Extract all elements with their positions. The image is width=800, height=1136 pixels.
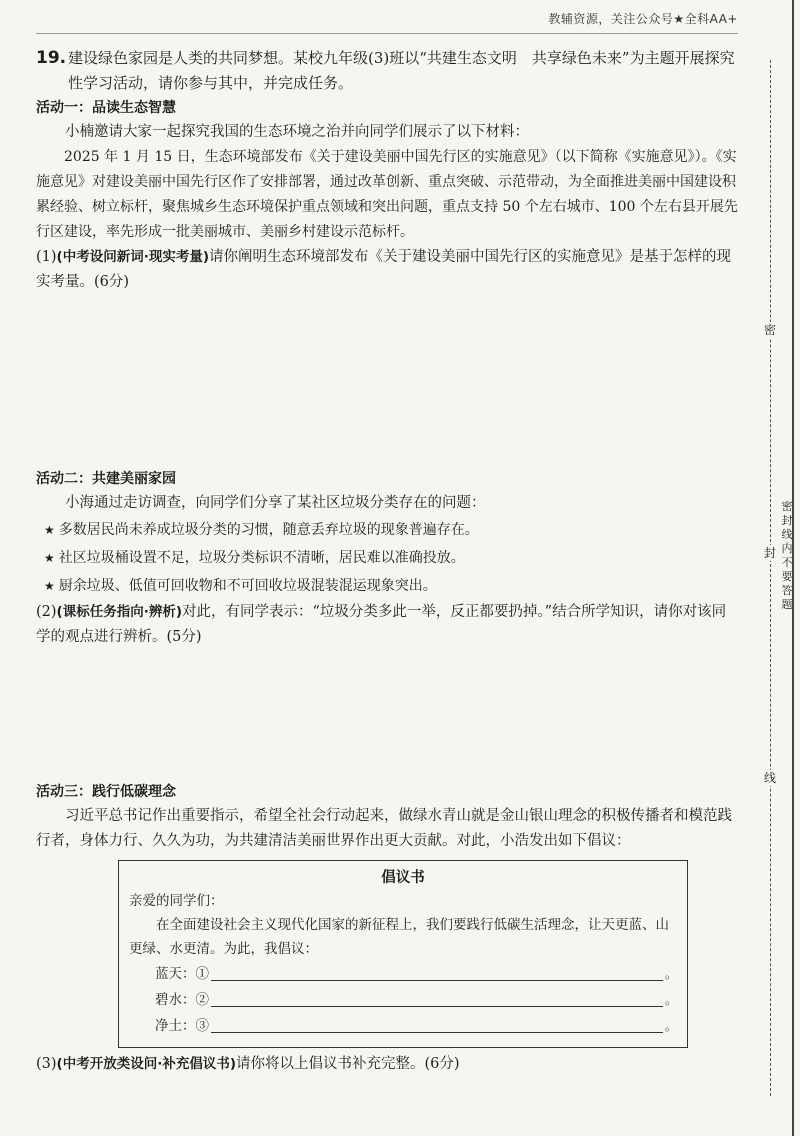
- sub-question-1-text: 请你阐明生态环境部发布《关于建设美丽中国先行区的实施意见》是基于怎样的现实考量。(6分): [36, 249, 732, 290]
- proposal-row-clear-water: [129, 987, 677, 1013]
- page-edge-bar: [792, 0, 794, 1136]
- proposal-title: 倡议书: [381, 870, 425, 886]
- activity-two-lead: 小海通过走访调查，向同学们分享了某社区垃圾分类存在的问题：: [65, 495, 486, 511]
- sub-question-3-text: 请你将以上倡议书补充完整。(6分): [236, 1056, 460, 1072]
- sub-question-2-tag: (课标任务指向·辨析): [56, 604, 183, 620]
- activity-three-title: 活动三：践行低碳理念: [36, 784, 176, 800]
- question-intro: 建设绿色家园是人类的共同梦想。某校九年级(3)班以“共建生态文明 共享绿色未来”为主题开展探究性学习活动，请你参与其中，并完成任务。: [68, 49, 735, 92]
- sub-question-2-text: 对此，有同学表示：“垃圾分类多此一举，反正都要扔掉。”结合所学知识，请你对该同学的观点进行辨析。(5分): [36, 604, 727, 645]
- problem-item-text: 厨余垃圾、低值可回收物和不可回收垃圾混装混运现象突出。: [58, 578, 437, 594]
- question-header: [36, 46, 740, 96]
- proposal-text: 在全面建设社会主义现代化国家的新征程上，我们要践行低碳生活理念，让天更蓝、山更绿、水更清。为此，我倡议：: [129, 917, 669, 957]
- question-number: 19.: [36, 48, 67, 68]
- proposal-blank-1[interactable]: [211, 979, 663, 981]
- activity-one-lead: 小楠邀请大家一起探究我国的生态环境之治并向同学们展示了以下材料：: [65, 124, 529, 140]
- problem-item: [36, 544, 740, 572]
- proposal-row-end: 。: [664, 967, 677, 981]
- seal-word-xian: 线: [760, 770, 780, 786]
- seal-word-mi: 密: [760, 322, 780, 338]
- proposal-row-label: 净土：③: [155, 1018, 209, 1034]
- sub-question-3: [36, 1052, 740, 1077]
- proposal-blank-3[interactable]: [211, 1031, 663, 1033]
- activity-one-material: 2025 年 1 月 15 日，生态环境部发布《关于建设美丽中国先行区的实施意见》（以下简称《实施意见》）。《实施意见》对建设美丽中国先行区作了安排部署，通过改革创新、重点突破、示范带动，为全面推进美丽中国建设积累经验、树立标杆，聚焦城乡生态环境保护重点领域和突出问题，重点支持 50 个左右城市、100 个左右县开展先行区建设，率先形成一批美丽城市、美丽乡村建设示范标杆。: [36, 149, 738, 240]
- sub-question-2-number: (2): [36, 604, 57, 620]
- proposal-row-end: 。: [664, 1019, 677, 1033]
- header-divider: [36, 33, 738, 34]
- star-icon: ★: [44, 551, 55, 565]
- problem-item-text: 社区垃圾桶设置不足，垃圾分类标识不清晰，居民难以准确投放。: [58, 550, 465, 566]
- proposal-letter: [118, 860, 688, 1048]
- proposal-row-label: 碧水：②: [155, 992, 209, 1008]
- sub-question-2: [36, 600, 740, 650]
- activity-one: [36, 96, 740, 467]
- activity-two: [36, 467, 740, 780]
- proposal-row-end: 。: [664, 993, 677, 1007]
- problem-item-text: 多数居民尚未养成垃圾分类的习惯，随意丢弃垃圾的现象普遍存在。: [58, 522, 479, 538]
- star-icon: ★: [44, 523, 55, 537]
- seal-word-feng: 封: [760, 545, 780, 561]
- header-tag: 教辅资源，关注公众号★全科AA+: [548, 12, 738, 26]
- seal-dashed-line: [770, 60, 771, 1096]
- sub-question-1: [36, 245, 740, 295]
- proposal-row-clean-land: [129, 1013, 677, 1039]
- sub-question-3-tag: (中考开放类设问·补充倡议书): [56, 1056, 237, 1072]
- activity-three: [36, 780, 740, 1077]
- problem-item: [36, 516, 740, 544]
- sub-question-3-number: (3): [36, 1056, 57, 1072]
- seal-line-margin: [748, 0, 800, 1136]
- answer-area-1[interactable]: [36, 295, 740, 467]
- proposal-row-label: 蓝天：①: [155, 966, 209, 982]
- proposal-row-blue-sky: [129, 961, 677, 987]
- sub-question-1-tag: (中考设问新词·现实考量): [56, 249, 210, 265]
- activity-one-title: 活动一：品读生态智慧: [36, 100, 176, 116]
- seal-line-note: 密封线内不要答题: [781, 500, 793, 611]
- proposal-blank-2[interactable]: [211, 1005, 663, 1007]
- activity-three-lead: 习近平总书记作出重要指示，希望全社会行动起来，做绿水青山就是金山银山理念的积极传播者和模范践行者，身体力行、久久为功，为共建清洁美丽世界作出更大贡献。对此，小浩发出如下倡议：: [36, 808, 732, 849]
- activity-two-title: 活动二：共建美丽家园: [36, 471, 176, 487]
- question-page: [36, 46, 740, 1077]
- problem-item: [36, 572, 740, 600]
- star-icon: ★: [44, 579, 55, 593]
- sub-question-1-number: (1): [36, 249, 57, 265]
- answer-area-2[interactable]: [36, 650, 740, 780]
- proposal-greeting: 亲爱的同学们：: [129, 893, 224, 909]
